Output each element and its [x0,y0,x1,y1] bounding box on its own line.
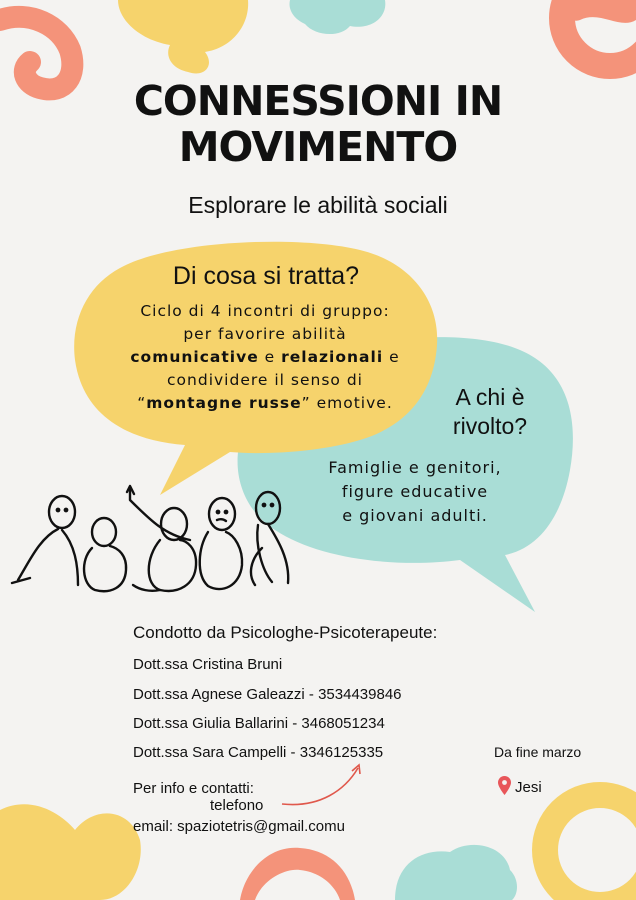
people-doodle [12,486,288,591]
bubble1-line-1: Ciclo di 4 incontri di gruppo: [140,302,390,320]
bubble2-line-3: e giovani adulti. [342,506,488,525]
doctor-item: Dott.ssa Sara Campelli - 3346125335 [133,744,384,761]
conducted-by-heading: Condotto da Psicologhe-Psicoterapeute: [133,623,438,642]
info-email: email: spaziotetris@gmail.comu [133,818,345,835]
title-line-1: CONNESSIONI IN [133,77,503,125]
line3-end: e [383,348,400,366]
doctor-item: Dott.ssa Agnese Galeazzi - 3534439846 [133,686,402,703]
subtitle: Esplorare le abilità sociali [188,192,448,218]
info-label: Per info e contatti: [133,780,254,797]
bubble1-heading: Di cosa si tratta? [172,262,360,290]
arrow-icon [282,768,358,805]
line5-start: “ [137,394,147,412]
yellow-blob-bottom-left [0,804,141,900]
yellow-leaf-top [118,0,248,74]
bubble2-line-2: figure educative [341,482,489,501]
doctor-item: Dott.ssa Cristina Bruni [133,656,283,673]
bubble1-body [100,300,430,415]
bubble1-line-3 [100,346,430,369]
bubble2-body [280,456,550,528]
bubble2-heading [415,383,565,441]
bubble2-heading-line-2: rivolto? [452,413,528,439]
page-title [0,78,636,170]
map-pin-icon [498,776,511,795]
bubble1-line-5 [100,392,430,415]
bubble2-line-1: Famiglie e genitori, [328,458,502,477]
bold-montagne-russe: montagne russe [146,394,302,412]
line5-end: ” emotive. [301,394,393,412]
mint-blob-bottom [395,845,517,900]
line3-mid: e [258,348,282,366]
start-date: Da fine marzo [494,744,582,760]
bubble1-line-2: per favorire abilità [183,325,347,343]
doctor-item: Dott.ssa Giulia Ballarini - 3468051234 [133,715,385,732]
yellow-ring-bottom-right [545,795,636,900]
title-line-2: MOVIMENTO [178,123,458,171]
bold-comunicative: comunicative [130,348,259,366]
location [498,776,542,796]
location-text: Jesi [515,779,542,796]
bold-relazionali: relazionali [281,348,384,366]
info-phone: telefono [210,797,264,814]
mint-blob-top [290,0,386,34]
bubble2-heading-line-1: A chi è [455,384,525,410]
bubble1-line-4: condividere il senso di [167,371,363,389]
